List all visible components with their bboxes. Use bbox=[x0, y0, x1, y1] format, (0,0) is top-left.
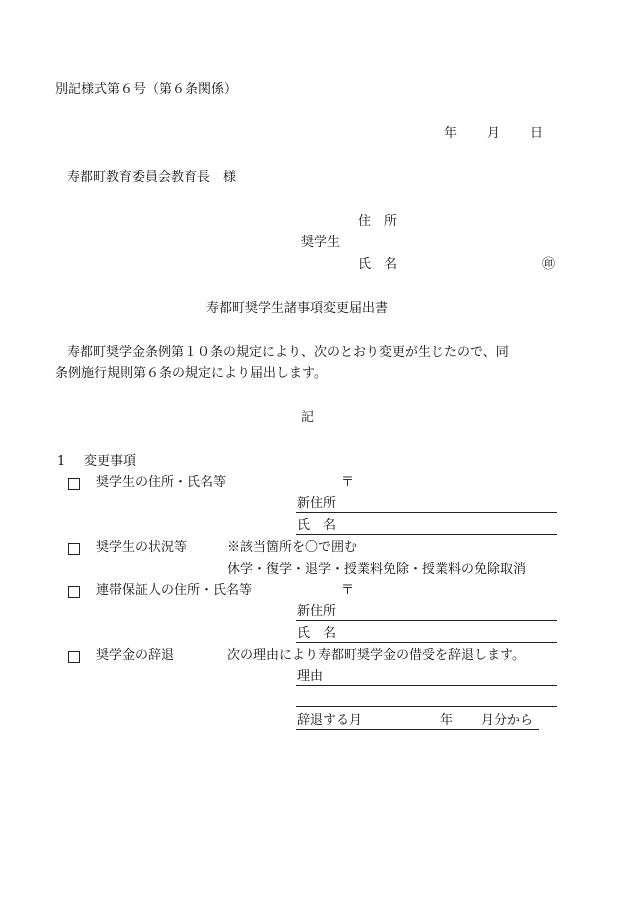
postal-mark: 〒 bbox=[341, 475, 355, 490]
withdraw-month-line[interactable] bbox=[296, 729, 539, 730]
withdraw-year-label: 年 bbox=[440, 713, 454, 728]
addressee: 寿都町教育委員会教育長 様 bbox=[67, 170, 237, 185]
reason-label: 理由 bbox=[297, 669, 324, 684]
name-line[interactable] bbox=[296, 642, 557, 643]
reason-line[interactable] bbox=[296, 685, 557, 686]
applicant-address-label: 住 所 bbox=[358, 214, 398, 229]
name-label: 氏 名 bbox=[297, 626, 337, 641]
checkbox-scholarship-withdrawal[interactable] bbox=[68, 651, 80, 663]
status-note: ※該当箇所を〇で囲む bbox=[227, 540, 358, 555]
withdraw-month-from-label: 月分から bbox=[481, 713, 534, 728]
name-label: 氏 名 bbox=[297, 518, 337, 533]
date-year-label: 年 bbox=[444, 126, 458, 141]
item-label-guarantor-address: 連帯保証人の住所・氏名等 bbox=[96, 583, 253, 598]
reason-line-2[interactable] bbox=[296, 706, 557, 707]
section-number: 1 bbox=[57, 454, 66, 469]
name-line[interactable] bbox=[296, 534, 557, 535]
item-label-student-status: 奨学生の状況等 bbox=[96, 540, 188, 555]
item-label-student-address: 奨学生の住所・氏名等 bbox=[96, 475, 227, 490]
seal-mark: ㊞ bbox=[542, 257, 556, 272]
applicant-name-label: 氏 名 bbox=[358, 257, 398, 272]
body-line-1: 寿都町奨学金条例第１０条の規定により、次のとおり変更が生じたので、同 bbox=[67, 345, 509, 360]
document-title: 寿都町奨学生諸事項変更届出書 bbox=[206, 301, 389, 316]
status-options: 休学・復学・退学・授業料免除・授業料の免除取消 bbox=[227, 562, 527, 577]
applicant-role-label: 奨学生 bbox=[301, 235, 341, 250]
ki-heading: 記 bbox=[301, 410, 315, 425]
withdrawal-description: 次の理由により寿都町奨学金の借受を辞退します。 bbox=[227, 648, 525, 663]
postal-mark: 〒 bbox=[341, 583, 355, 598]
body-line-2: 条例施行規則第６条の規定により届出します。 bbox=[55, 366, 327, 381]
new-address-line[interactable] bbox=[296, 620, 557, 621]
checkbox-student-status[interactable] bbox=[68, 543, 80, 555]
item-label-withdrawal: 奨学金の辞退 bbox=[96, 648, 175, 663]
section-heading: 変更事項 bbox=[84, 454, 137, 469]
date-day-label: 日 bbox=[530, 126, 544, 141]
checkbox-student-address[interactable] bbox=[68, 478, 80, 490]
new-address-label: 新住所 bbox=[297, 604, 337, 619]
new-address-line[interactable] bbox=[296, 512, 557, 513]
new-address-label: 新住所 bbox=[297, 496, 337, 511]
form-reference: 別記様式第６号（第６条関係） bbox=[55, 82, 238, 97]
date-month-label: 月 bbox=[487, 126, 501, 141]
withdraw-month-label: 辞退する月 bbox=[297, 713, 363, 728]
checkbox-guarantor-address[interactable] bbox=[68, 586, 80, 598]
